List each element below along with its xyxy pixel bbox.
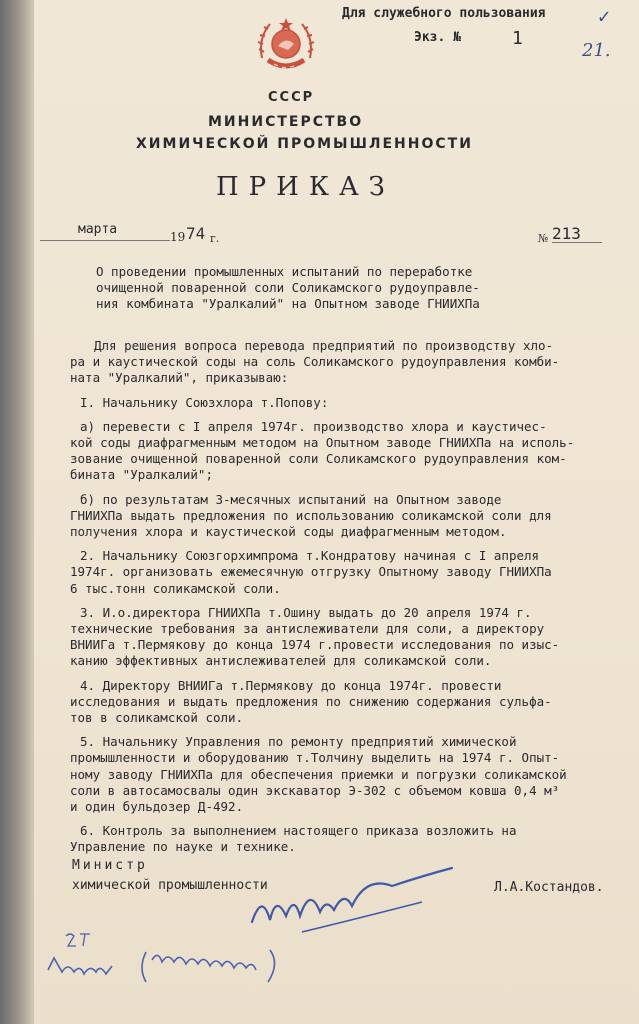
- ministry-line-2: ХИМИЧЕСКОЙ ПРОМЫШЛЕННОСТИ: [136, 136, 473, 152]
- subject-line: очищенной поваренной соли Соликамского рудоуправле-: [96, 280, 480, 295]
- ussr-emblem-icon: [254, 14, 318, 78]
- handwritten-note: [40, 930, 340, 1010]
- item-1b-line: б) по результатам 3-месячных испытаний на Опытном заводе: [80, 491, 502, 507]
- item-2-line: 2. Начальнику Союзгорхимпрома т.Кондратову начиная с I апреля: [80, 548, 540, 564]
- date-year: 74: [186, 224, 206, 243]
- item-5-line: соли в автосамосвалы один экскаватор Э-302 с объемом ковша 0,4 м³: [70, 782, 560, 798]
- ministry-line-1: МИНИСТЕРСТВО: [208, 114, 364, 130]
- item-6-line: Управление по науке и технике.: [70, 839, 296, 855]
- item-1a-line: а) перевести с I апреля 1974г. производство хлора и каустичес-: [80, 418, 547, 434]
- order-body: [70, 338, 636, 856]
- date-year-suffix: г.: [210, 232, 220, 245]
- item-4-line: тов в соликамской соли.: [70, 710, 244, 726]
- item-1a-line: бината "Уралкалий";: [70, 467, 213, 483]
- item-5-line: 5. Начальнику Управления по ремонту предприятий химической: [80, 734, 517, 750]
- signer-title-1: Министр: [72, 858, 148, 873]
- signer-title-2: химической промышленности: [72, 878, 268, 893]
- order-number-label: №: [538, 232, 549, 245]
- item-3-line: канию эффективных антислеживателей для соликамской соли.: [70, 653, 492, 669]
- item-4-line: 4. Директору ВНИИГа т.Пермякову до конца 1974г. провести: [80, 677, 502, 693]
- item-1-heading: I. Начальнику Союзхлора т.Попову:: [80, 394, 329, 410]
- binding-shadow: [0, 0, 34, 1024]
- intro-line: Для решения вопроса перевода предприятий по производству хло-: [94, 338, 554, 353]
- date-month: марта: [78, 222, 118, 237]
- item-1b-line: получения хлора и каустической соды диафрагменным методом.: [70, 524, 507, 540]
- handwritten-number: 21.: [582, 40, 611, 61]
- document-type: ПРИКАЗ: [216, 172, 395, 202]
- date-underline: [40, 240, 170, 241]
- intro-line: ра и каустической соды на соль Соликамского рудоуправления комби-: [70, 354, 560, 370]
- number-underline: [552, 242, 602, 243]
- item-2-line: 6 тыс.тонн соликамской соли.: [70, 580, 281, 596]
- item-5-line: промышленности и оборудованию т.Толчину выделить на 1974 г. Опыт-: [70, 750, 560, 766]
- item-1a-line: зование очищенной поваренной соли Соликамского рудоуправления ком-: [70, 451, 567, 467]
- item-3-line: технические требования за антислеживатели для соли, а директору: [70, 621, 545, 637]
- copy-label: Экз. №: [414, 30, 461, 45]
- classification-label: Для служебного пользования: [342, 6, 546, 21]
- order-number: 213: [552, 224, 581, 243]
- country-name: СССР: [268, 90, 315, 105]
- copy-number: 1: [512, 28, 523, 49]
- item-6-line: 6. Контроль за выполнением настоящего приказа возложить на: [80, 823, 517, 839]
- signer-name: Л.А.Костандов.: [494, 880, 604, 895]
- check-mark: ✓: [598, 4, 611, 28]
- subject-line: ния комбината "Уралкалий" на Опытном заводе ГНИИХПа: [96, 296, 480, 311]
- date-year-prefix: 19: [170, 230, 186, 244]
- intro-line: ната "Уралкалий", приказываю:: [70, 370, 289, 386]
- item-3-line: 3. И.о.директора ГНИИХПа т.Ошину выдать до 20 апреля 1974 г.: [80, 604, 532, 620]
- subject-line: О проведении промышленных испытаний по переработке: [96, 264, 473, 279]
- item-1a-line: кой соды диафрагменным методом на Опытном заводе ГНИИХПа на исполь-: [70, 435, 575, 451]
- subject-block: [96, 264, 480, 312]
- item-3-line: ВНИИГа т.Пермякову до конца 1974 г.провести исследования по изыс-: [70, 637, 560, 653]
- item-2-line: 1974г. организовать ежемесячную отгрузку Опытному заводу ГНИИХПа: [70, 564, 552, 580]
- item-4-line: исследования и выдать предложения по снижению содержания сульфа-: [70, 693, 552, 709]
- item-1b-line: ГНИИХПа выдать предложения по использованию соликамской соли для: [70, 507, 552, 523]
- item-5-line: и один бульдозер Д-492.: [70, 799, 244, 815]
- item-5-line: ному заводу ГНИИХПа для обеспечения приемки и погрузки соликамской: [70, 766, 567, 782]
